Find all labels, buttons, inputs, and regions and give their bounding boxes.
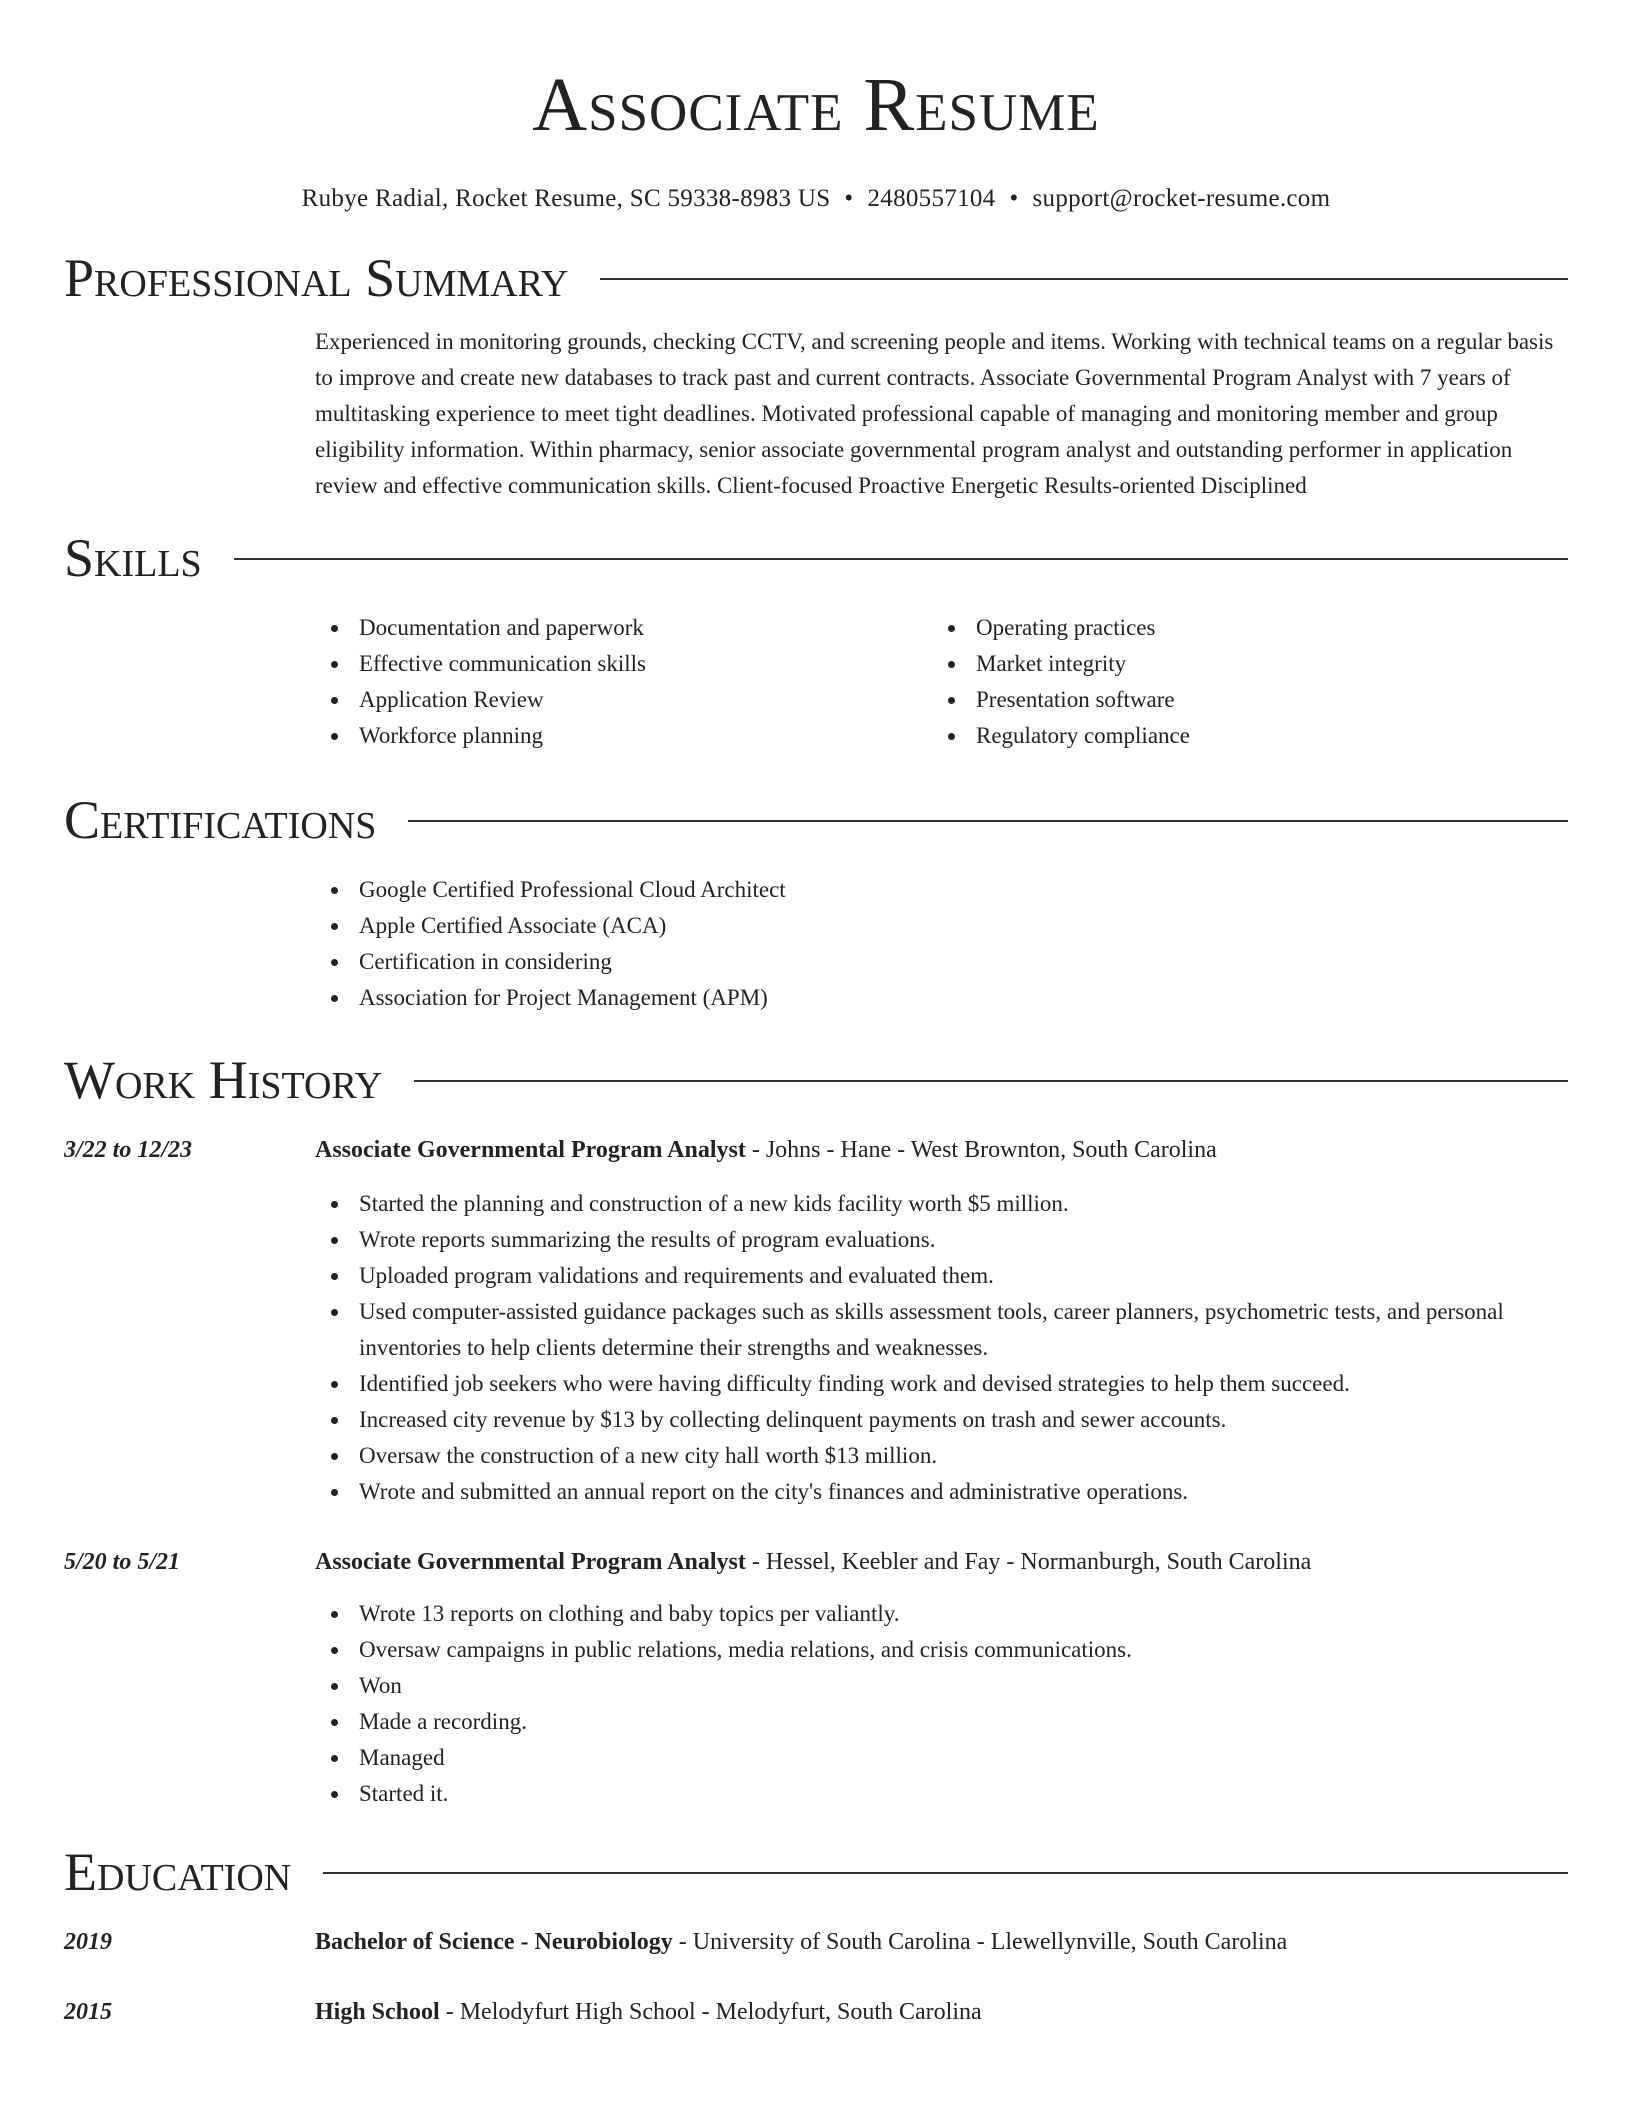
job-dates: 3/22 to 12/23 [64,1137,193,1163]
education-degree: Bachelor of Science - Neurobiology [315,1929,673,1955]
job-bullet-list [315,1186,1568,1510]
certifications-header [64,788,1568,852]
contact-line [64,184,1568,214]
skill-item: Application Review [315,682,932,718]
contact-separator: • [1009,185,1019,212]
certification-item: Google Certified Professional Cloud Architect [315,872,1568,908]
certification-item: Certification in considering [315,944,1568,980]
job-bullet: Wrote reports summarizing the results of program evaluations. [315,1222,1568,1258]
job-dates: 5/20 to 5/21 [64,1549,181,1575]
certification-item: Association for Project Management (APM) [315,980,1568,1016]
certifications-heading: Certifications [64,790,377,850]
section-divider [414,1080,1568,1082]
education-school: - University of South Carolina - Llewellynville, South Carolina [672,1929,1288,1955]
education-entry [64,1994,1568,2030]
section-divider [323,1872,1568,1874]
job-bullet: Increased city revenue by $13 by collecting delinquent payments on trash and sewer accounts. [315,1402,1568,1438]
education-section [64,1840,1568,2030]
job-bullet: Started it. [315,1776,1568,1812]
job-header [64,1132,1568,1168]
skills-list-left [315,610,932,754]
summary-heading: Professional Summary [64,248,569,308]
job-bullets [315,1596,1568,1812]
job-entry [64,1544,1568,1812]
education-degree: High School [315,1999,440,2025]
certifications-body [315,872,1568,1016]
summary-header [64,246,1568,310]
job-bullet: Uploaded program validations and requirements and evaluated them. [315,1258,1568,1294]
job-employer: - Hessel, Keebler and Fay - Normanburgh, South Carolina [745,1549,1312,1575]
job-title-line [315,1544,1568,1580]
education-line [315,1924,1568,1960]
job-bullet: Identified job seekers who were having difficulty finding work and devised strategies to help them succeed. [315,1366,1568,1402]
section-divider [600,278,1568,280]
skills-header [64,526,1568,590]
job-bullet: Used computer-assisted guidance packages such as skills assessment tools, career planners, psychometric tests, and personal inventories to help clients determine their strengths and weaknesses. [315,1294,1568,1366]
contact-separator: • [844,185,854,212]
certifications-section [64,788,1568,1016]
job-bullet: Managed [315,1740,1568,1776]
skills-grid [315,610,1568,754]
job-bullet: Wrote and submitted an annual report on the city's finances and administrative operations. [315,1474,1568,1510]
summary-body [315,324,1568,504]
summary-text: Experienced in monitoring grounds, checking CCTV, and screening people and items. Working with technical teams on a regular basis to improve and create new databases to track past and current contracts. Associate Governmental Program Analyst with 7 years of multitasking experience to meet tight deadlines. Motivated professional capable of managing and monitoring member and group eligibility information. Within pharmacy, senior associate governmental program analyst and outstanding performer in application review and effective communication skills. Client-focused Proactive Energetic Results-oriented Disciplined [315,329,1554,498]
contact-phone: 2480557104 [867,185,996,212]
job-bullet: Wrote 13 reports on clothing and baby topics per valiantly. [315,1596,1568,1632]
education-entry [64,1924,1568,1960]
certifications-list [315,872,1568,1016]
job-role: Associate Governmental Program Analyst [315,1549,746,1575]
certification-item: Apple Certified Associate (ACA) [315,908,1568,944]
contact-address: Rubye Radial, Rocket Resume, SC 59338-8983 US [301,185,831,212]
skill-item: Market integrity [932,646,1549,682]
job-bullet: Made a recording. [315,1704,1568,1740]
job-role: Associate Governmental Program Analyst [315,1137,746,1163]
job-entry [64,1132,1568,1510]
skills-heading: Skills [64,528,202,588]
job-title-line [315,1132,1568,1168]
summary-section [64,246,1568,504]
education-year: 2019 [64,1929,112,1955]
job-bullet: Won [315,1668,1568,1704]
education-school: - Melodyfurt High School - Melodyfurt, South Carolina [439,1999,982,2025]
work-section [64,1048,1568,1812]
job-header [64,1544,1568,1580]
job-bullet-list [315,1596,1568,1812]
job-bullet: Oversaw campaigns in public relations, media relations, and crisis communications. [315,1632,1568,1668]
contact-email[interactable]: support@rocket-resume.com [1032,185,1331,212]
skill-item: Regulatory compliance [932,718,1549,754]
section-divider [234,558,1568,560]
skill-item: Operating practices [932,610,1549,646]
skill-item: Presentation software [932,682,1549,718]
work-heading: Work History [64,1050,383,1110]
job-bullet: Oversaw the construction of a new city hall worth $13 million. [315,1438,1568,1474]
work-header [64,1048,1568,1112]
education-header [64,1840,1568,1904]
job-bullets [315,1186,1568,1510]
skills-section [64,526,1568,754]
resume-title: Associate Resume [532,63,1100,147]
job-bullet: Started the planning and construction of a new kids facility worth $5 million. [315,1186,1568,1222]
section-divider [408,820,1568,822]
skills-list-right [932,610,1549,754]
skill-item: Workforce planning [315,718,932,754]
skill-item: Documentation and paperwork [315,610,932,646]
job-employer: - Johns - Hane - West Brownton, South Carolina [745,1137,1217,1163]
education-line [315,1994,1568,2030]
education-heading: Education [64,1842,292,1902]
education-year: 2015 [64,1999,112,2025]
skill-item: Effective communication skills [315,646,932,682]
